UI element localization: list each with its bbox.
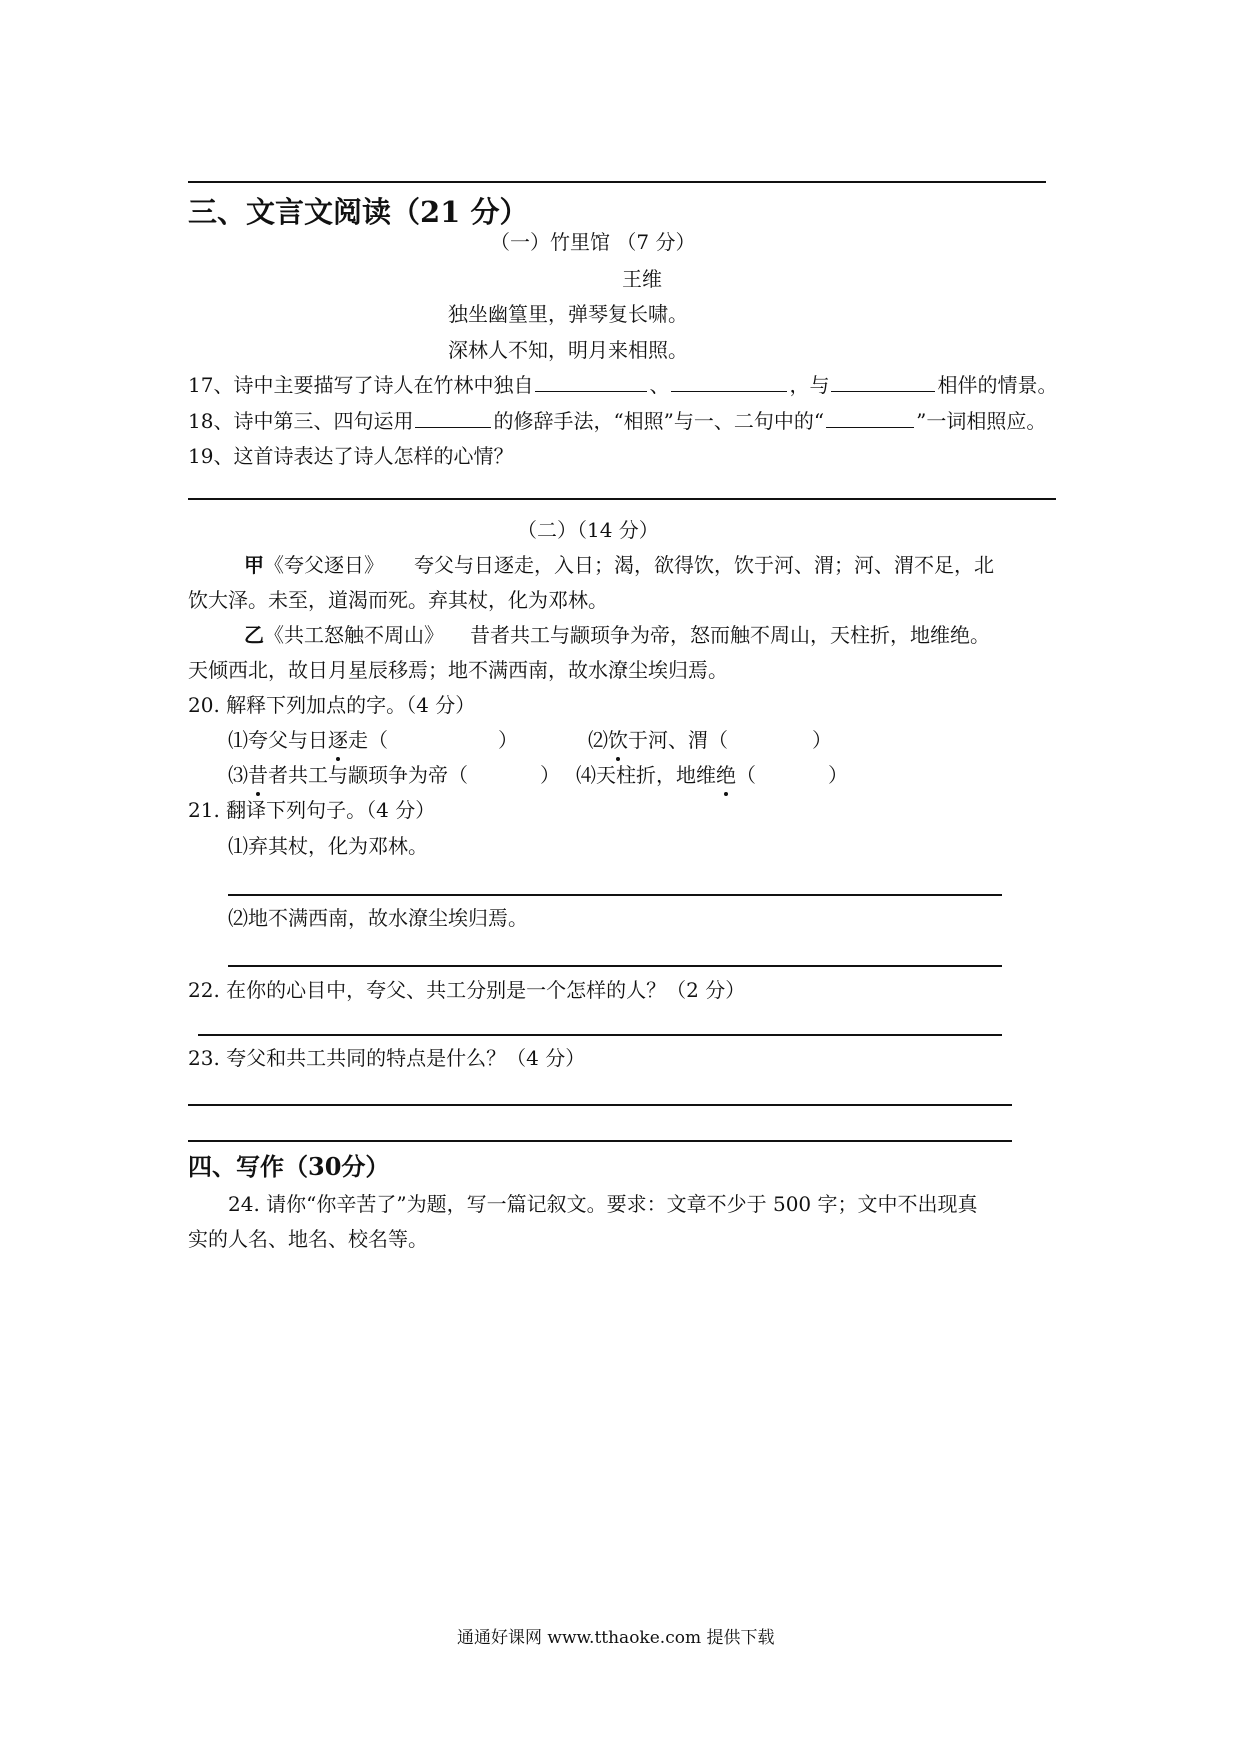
q20-item-1-close: ）	[498, 728, 518, 752]
q18-text-c: ”一词相照应。	[916, 409, 1047, 433]
jia-title: 《夸父逐日》	[264, 553, 384, 577]
q21-answer-line-2[interactable]	[228, 965, 1002, 967]
jia-text-1: 夸父与日逐走，入日；渴，欲得饮，饮于河、渭；河、渭不足，北	[414, 553, 994, 577]
q20-item-4	[576, 760, 848, 790]
q19-answer-line[interactable]	[188, 498, 1056, 500]
top-divider	[188, 181, 1046, 183]
q17-blank-3[interactable]	[831, 373, 935, 392]
q20-item-3-post: 者共工与颛顼争为帝（	[268, 763, 468, 787]
q18-text-b: 的修辞手法，“相照”与一、二句中的“	[493, 409, 825, 433]
q17-text-b: 、	[649, 373, 670, 397]
q20-item-2	[588, 725, 832, 755]
yi-label: 乙	[244, 623, 264, 647]
jia-label: 甲	[244, 553, 264, 577]
q20-item-1-post: 走（	[348, 728, 388, 752]
q20-item-3-dotted: 昔	[248, 760, 268, 790]
q20-item-4-num: ⑷	[576, 763, 596, 787]
poem-line-2: 深林人不知，明月来相照。	[448, 338, 688, 362]
section3-heading: 三、文言文阅读（21 分）	[188, 195, 529, 229]
q17-text-c: ，与	[789, 373, 830, 397]
q23-answer-line[interactable]	[188, 1104, 1012, 1106]
q20-item-2-post: 于河、渭（	[628, 728, 728, 752]
passage-yi-line-2: 天倾西北，故日月星辰移焉；地不满西南，故水潦尘埃归焉。	[188, 658, 728, 682]
poem-line-1: 独坐幽篁里，弹琴复长啸。	[448, 302, 688, 326]
question-20: 20. 解释下列加点的字。（4 分）	[188, 693, 476, 717]
q22-answer-line[interactable]	[198, 1034, 1002, 1036]
poem-author: 王维	[622, 267, 662, 291]
q21-sentence-1: ⑴弃其杖，化为邓林。	[228, 834, 428, 858]
q20-item-1	[228, 725, 518, 755]
question-17	[188, 370, 1057, 400]
q20-item-2-num: ⑵	[588, 728, 608, 752]
q20-item-4-close: ）	[828, 763, 848, 787]
q18-text-a: 18、诗中第三、四句运用	[188, 409, 414, 433]
part2-title: （二）（14 分）	[517, 518, 659, 542]
yi-title: 《共工怒触不周山》	[264, 623, 444, 647]
q21-sentence-2: ⑵地不满西南，故水潦尘埃归焉。	[228, 906, 528, 930]
q17-text-d: 相伴的情景。	[937, 373, 1058, 397]
yi-text-1: 昔者共工与颛顼争为帝，怒而触不周山，天柱折，地维绝。	[470, 623, 990, 647]
q17-text-a: 17、诗中主要描写了诗人在竹林中独自	[188, 373, 534, 397]
q17-blank-2[interactable]	[671, 373, 787, 392]
passage-jia-line-2: 饮大泽。未至，道渴而死。弃其杖，化为邓林。	[188, 588, 608, 612]
question-23: 23. 夸父和共工共同的特点是什么？（4 分）	[188, 1046, 586, 1070]
section4-heading: 四、写作（30分）	[188, 1152, 390, 1181]
q17-blank-1[interactable]	[535, 373, 647, 392]
page-footer: 通通好课网 www.tthaoke.com 提供下载	[457, 1628, 775, 1648]
question-22: 22. 在你的心目中，夸父、共工分别是一个怎样的人？（2 分）	[188, 978, 746, 1002]
q21-answer-line-1[interactable]	[228, 894, 1002, 896]
q20-item-3	[228, 760, 560, 790]
q20-item-4-post: （	[736, 763, 756, 787]
question-19: 19、这首诗表达了诗人怎样的心情？	[188, 444, 514, 468]
q20-item-2-dotted: 饮	[608, 725, 628, 755]
q20-item-3-close: ）	[540, 763, 560, 787]
question-18	[188, 406, 1046, 436]
question-24-line-1: 24. 请你“你辛苦了”为题，写一篇记叙文。要求：文章不少于 500 字；文中不出现真	[228, 1192, 978, 1216]
q20-item-4-dotted: 绝	[716, 760, 736, 790]
q20-item-1-num: ⑴	[228, 728, 248, 752]
q18-blank-2[interactable]	[826, 409, 914, 428]
passage-yi-line-1	[244, 620, 990, 650]
q20-item-1-dotted: 逐	[328, 725, 348, 755]
question-24-line-2: 实的人名、地名、校名等。	[188, 1227, 428, 1251]
question-21: 21. 翻译下列句子。（4 分）	[188, 798, 436, 822]
q20-item-3-num: ⑶	[228, 763, 248, 787]
passage-jia-line-1	[244, 550, 994, 580]
q20-item-1-pre: 夸父与日	[248, 728, 328, 752]
q20-item-2-close: ）	[812, 728, 832, 752]
q20-item-4-pre: 天柱折，地维	[596, 763, 716, 787]
q18-blank-1[interactable]	[415, 409, 491, 428]
section4-divider	[188, 1140, 1012, 1142]
poem-title: （一）竹里馆 （7 分）	[490, 230, 696, 254]
